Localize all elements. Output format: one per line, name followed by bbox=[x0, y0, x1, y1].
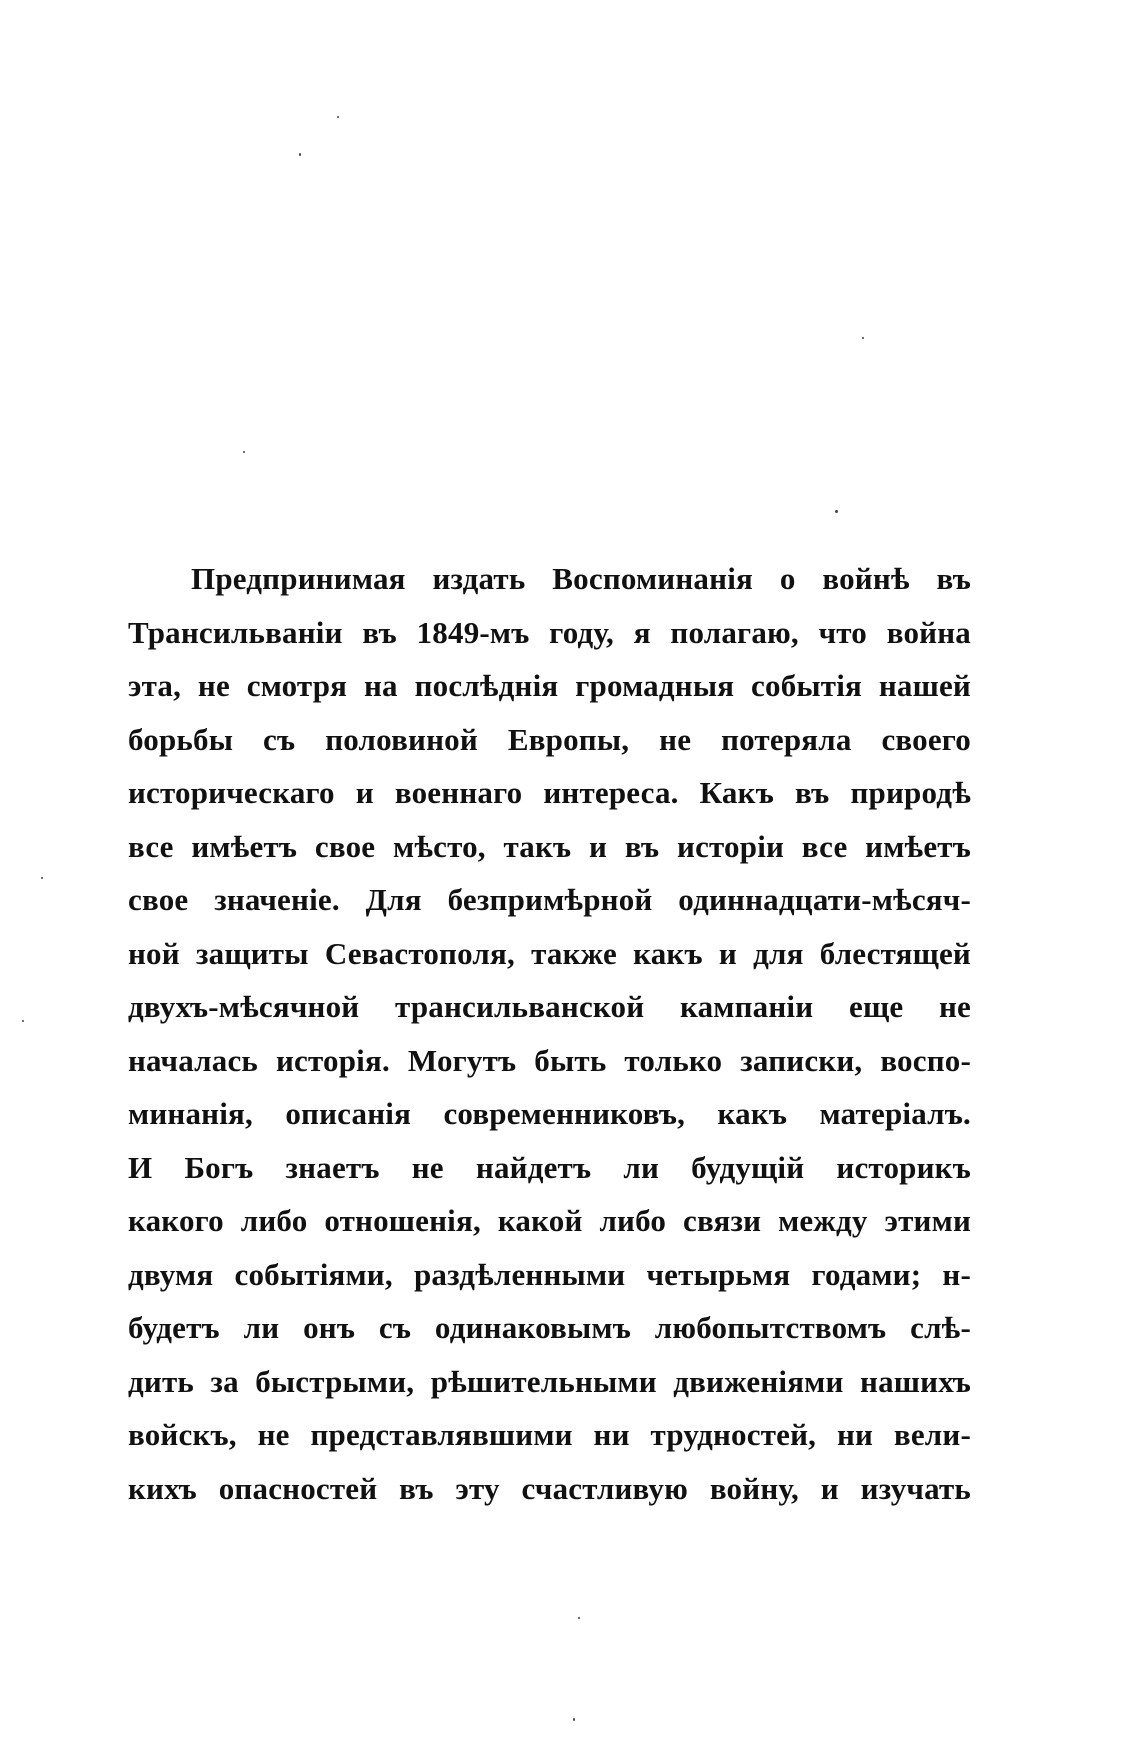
text-line-8: ной защиты Севастополя, также какъ и для блестящей bbox=[128, 935, 971, 971]
text-line-2: Трансильваніи въ 1849-мъ году, я полагаю, что война bbox=[128, 614, 971, 650]
text-line-3: эта, не смотря на послѣднія громадныя событія нашей bbox=[128, 668, 971, 703]
text-line-16: дить за быстрыми, рѣшительными движеніями нашихъ bbox=[128, 1363, 971, 1399]
text-line-14: двумя событіями, раздѣленными четырьмя годами; н- bbox=[128, 1256, 971, 1292]
text-line-4: борьбы съ половиной Европы, не потеряла своего bbox=[128, 721, 971, 757]
text-line-6: все имѣетъ свое мѣсто, такъ и въ исторіи все имѣетъ bbox=[128, 828, 971, 864]
text-line-9: двухъ-мѣсячной трансильванской кампаніи еще не bbox=[128, 989, 971, 1024]
text-line-10: началась исторія. Могутъ быть только записки, воспо- bbox=[128, 1042, 971, 1078]
paper-speck bbox=[22, 1020, 24, 1022]
body-text bbox=[128, 552, 971, 1515]
text-line-18: кихъ опасностей въ эту счастливую войну, и изучать bbox=[128, 1470, 971, 1506]
text-line-12: И Богъ знаетъ не найдетъ ли будущій историкъ bbox=[128, 1149, 971, 1185]
paper-speck bbox=[243, 451, 245, 453]
text-line-1: Предпринимая издать Воспоминанія о войнѣ въ bbox=[191, 561, 971, 596]
text-line-7: свое значеніе. Для безпримѣрной одиннадцати-мѣсяч- bbox=[128, 882, 971, 917]
paper-speck bbox=[573, 1718, 575, 1721]
text-line-17: войскъ, не представлявшими ни трудностей, ни вели- bbox=[128, 1417, 971, 1452]
paper-speck bbox=[337, 116, 339, 118]
paper-speck bbox=[41, 877, 43, 879]
text-line-13: какого либо отношенія, какой либо связи между этими bbox=[128, 1203, 971, 1238]
text-line-15: будетъ ли онъ съ одинаковымъ любопытствомъ слѣ- bbox=[128, 1310, 971, 1345]
paper-speck bbox=[862, 337, 864, 339]
text-line-11: минанія, описанія современниковъ, какъ матеріалъ. bbox=[128, 1096, 971, 1131]
paper-speck bbox=[299, 153, 301, 156]
paper-speck bbox=[835, 510, 838, 513]
paper-speck bbox=[578, 1617, 580, 1619]
text-line-5: историческаго и военнаго интереса. Какъ въ природѣ bbox=[128, 775, 971, 810]
